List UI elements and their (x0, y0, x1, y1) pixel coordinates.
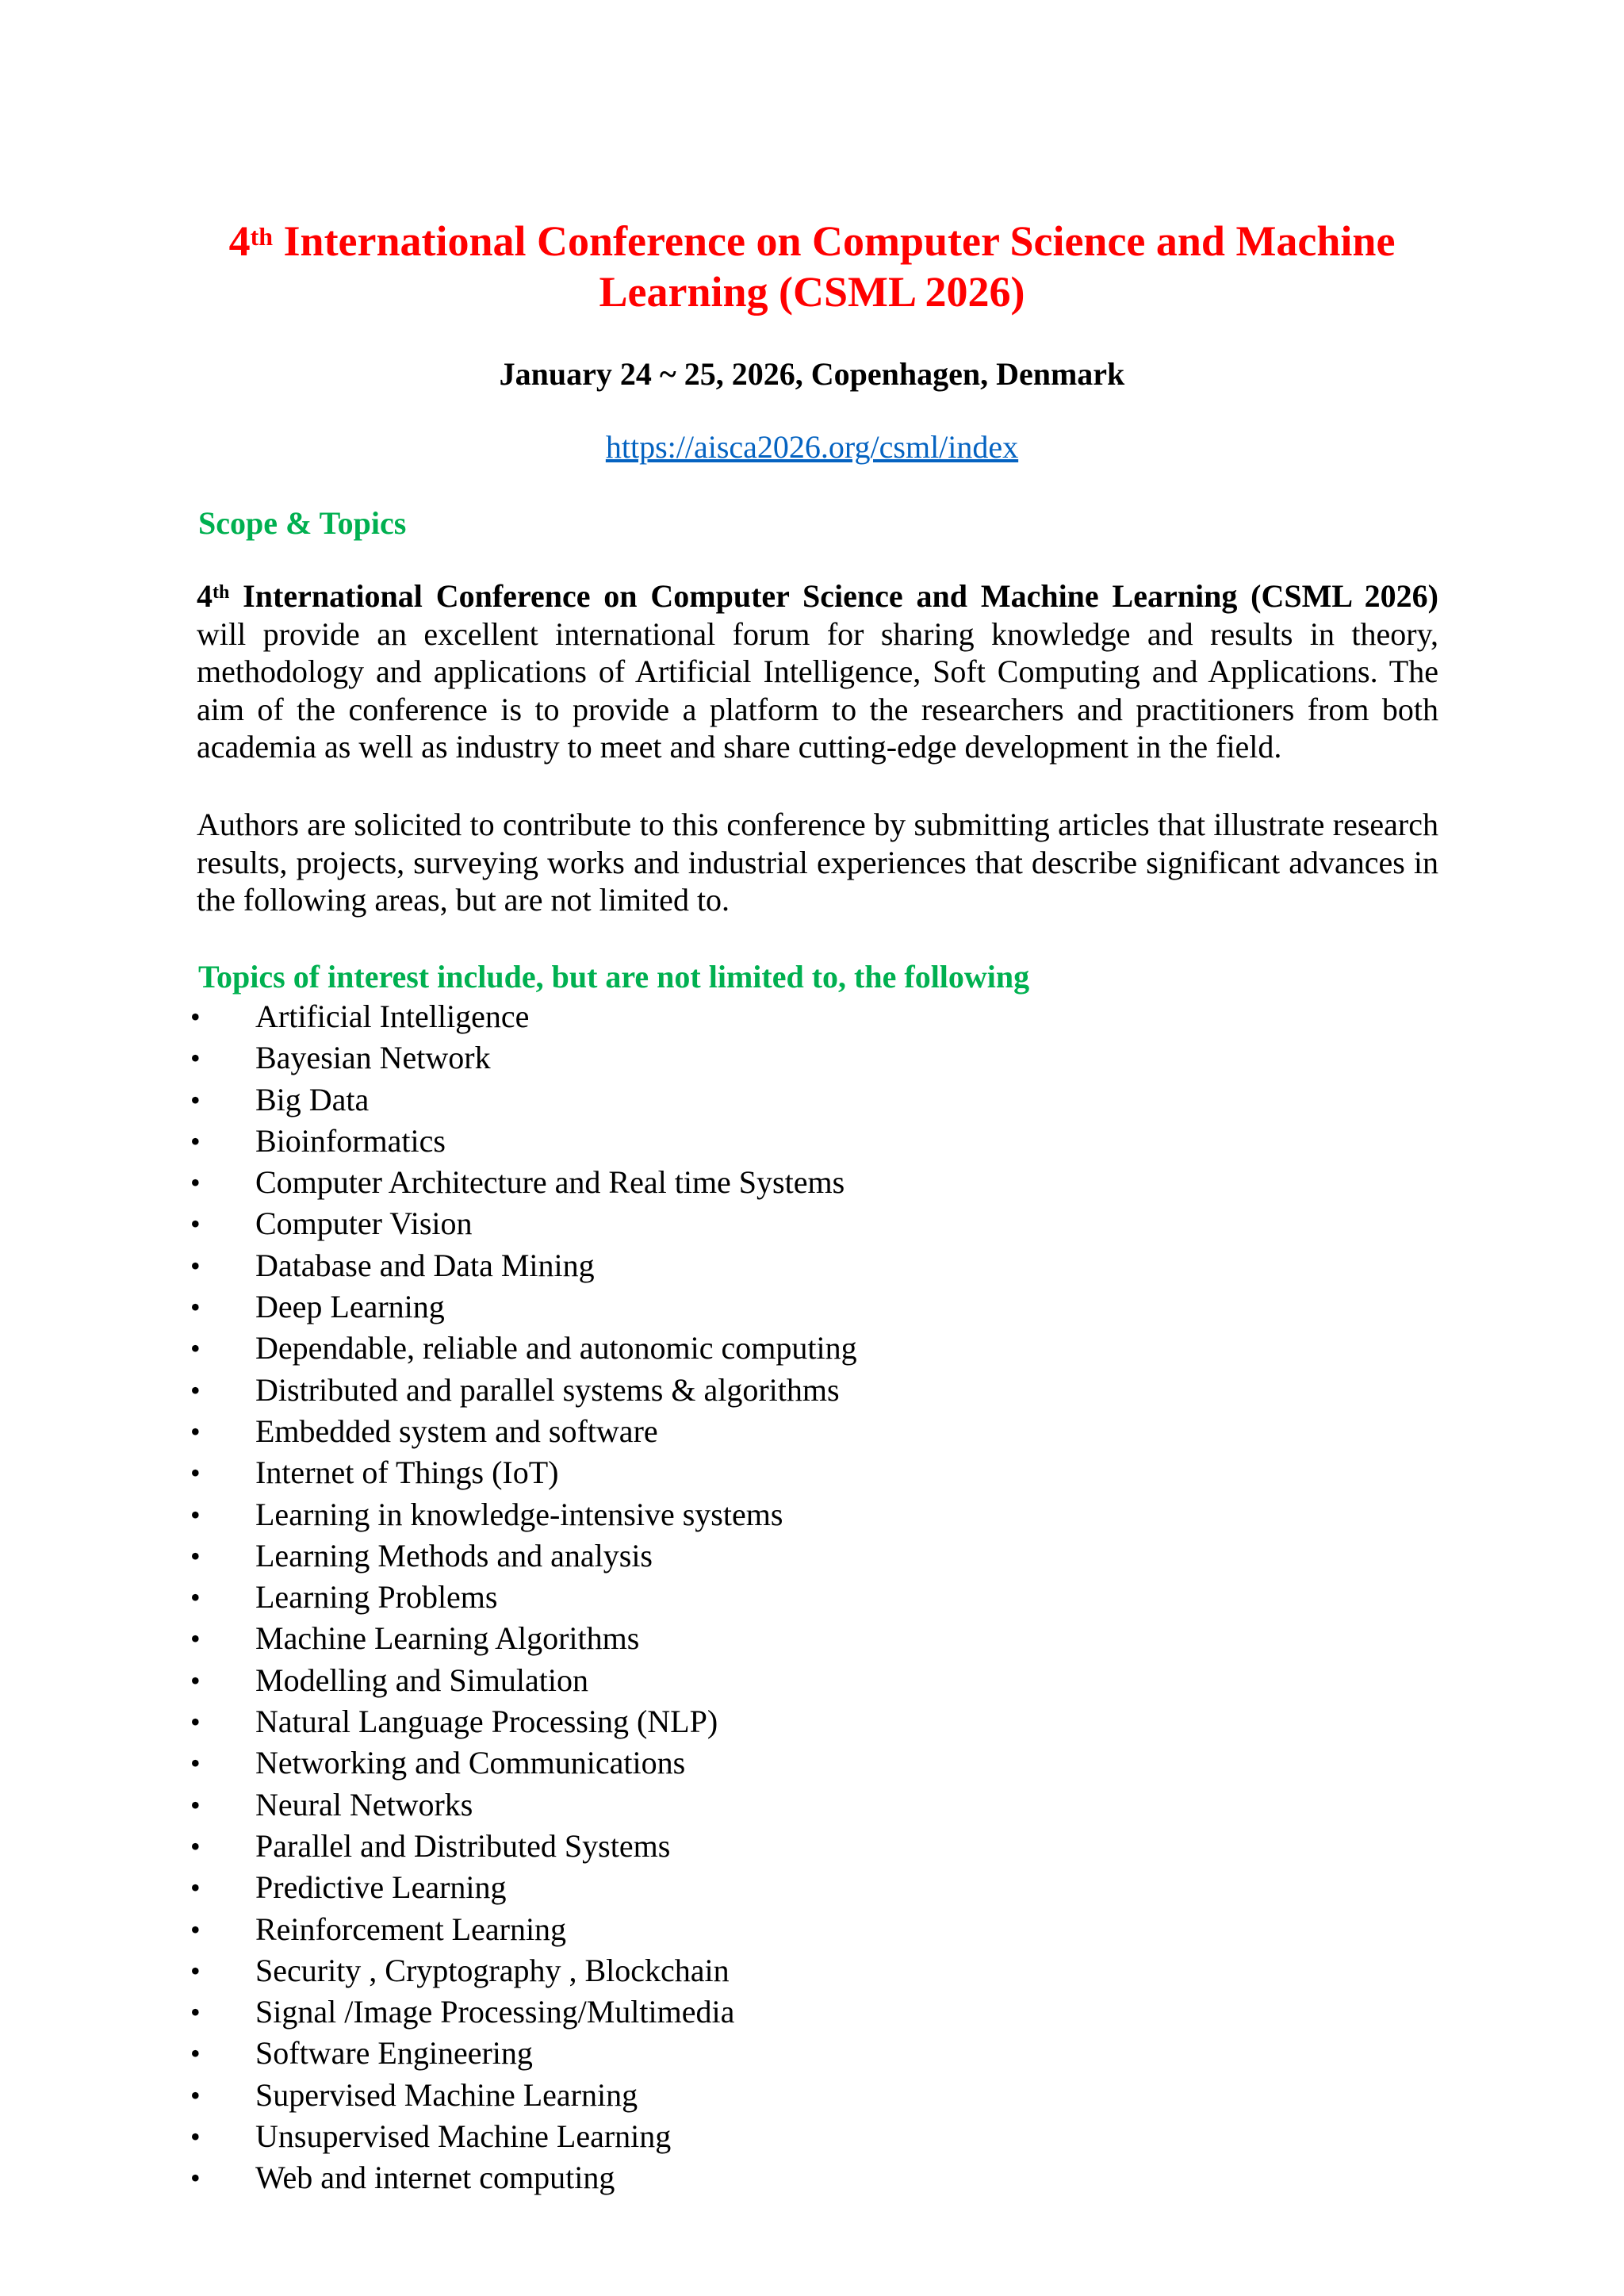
intro-number: 4 (197, 578, 213, 614)
conference-link[interactable]: https://aisca2026.org/csml/index (605, 429, 1019, 465)
topic-label: Supervised Machine Learning (255, 2076, 638, 2113)
bullet-icon: • (190, 2121, 201, 2153)
intro-body-text: will provide an excellent international forum for sharing knowledge and results in theory, methodology and applications of Artificial Intelligence, Soft Computing and Applications. The aim of the conference is to provide a platform to the researchers and practitioners from both academia as well as industry to meet and share cutting-edge development in the field. (197, 615, 1438, 765)
bullet-icon: • (190, 2079, 201, 2111)
topics-heading: Topics of interest include, but are not limited to, the following (198, 959, 1030, 995)
topic-label: Dependable, reliable and autonomic computing (255, 1330, 857, 1366)
topic-label: Distributed and parallel systems & algorithms (255, 1371, 840, 1408)
intro-ordinal-suffix: th (213, 582, 230, 603)
topic-label: Natural Language Processing (NLP) (255, 1704, 718, 1740)
topic-label: Big Data (255, 1081, 370, 1117)
topic-label: Machine Learning Algorithms (255, 1620, 640, 1657)
topic-label: Security , Cryptography , Blockchain (255, 1952, 730, 1988)
bullet-icon: • (190, 1208, 201, 1240)
bullet-icon: • (190, 1747, 201, 1780)
bullet-icon: • (190, 1332, 201, 1365)
bullet-icon: • (190, 1913, 201, 1945)
bullet-icon: • (190, 1539, 201, 1572)
topic-label: Reinforcement Learning (255, 1911, 567, 1947)
bullet-icon: • (190, 1001, 201, 1033)
conference-title (159, 216, 1465, 317)
topic-label: Networking and Communications (255, 1745, 686, 1781)
intro-paragraph (197, 577, 1438, 766)
bullet-icon: • (190, 1042, 201, 1075)
bullet-icon: • (190, 1083, 201, 1116)
bullet-icon: • (190, 1498, 201, 1531)
authors-paragraph: Authors are solicited to contribute to this conference by submitting articles that illustrate research results, projects, surveying works and industrial experiences that describe significant advances in the following areas, but are not limited to. (197, 807, 1438, 918)
scope-heading: Scope & Topics (198, 505, 407, 541)
bullet-icon: • (190, 1374, 201, 1406)
conference-date-location: January 24 ~ 25, 2026, Copenhagen, Denmark (499, 356, 1125, 392)
bullet-icon: • (190, 1167, 201, 1199)
topic-label: Embedded system and software (255, 1412, 658, 1449)
bullet-icon: • (190, 1291, 201, 1324)
title-line-1-text: International Conference on Computer Science and Machine (273, 217, 1396, 265)
bullet-icon: • (190, 1706, 201, 1738)
bullet-icon: • (190, 2037, 201, 2070)
topic-label: Internet of Things (IoT) (255, 1455, 559, 1491)
bullet-icon: • (190, 1872, 201, 1904)
topic-label: Learning in knowledge-intensive systems (255, 1496, 783, 1532)
topic-label: Computer Architecture and Real time Systems (255, 1164, 845, 1201)
title-line-2: Learning (CSML 2026) (599, 268, 1025, 316)
topic-label: Signal /Image Processing/Multimedia (255, 1994, 735, 2030)
topic-label: Predictive Learning (255, 1869, 507, 1906)
title-number: 4 (228, 217, 251, 265)
bullet-icon: • (190, 1788, 201, 1821)
bullet-icon: • (190, 1249, 201, 1282)
bullet-icon: • (190, 1954, 201, 1987)
bullet-icon: • (190, 1415, 201, 1447)
bullet-icon: • (190, 1830, 201, 1862)
topic-label: Software Engineering (255, 2035, 533, 2072)
bullet-icon: • (190, 1623, 201, 1655)
title-ordinal-suffix: th (250, 222, 274, 251)
title-line-1 (159, 216, 1465, 266)
bullet-icon: • (190, 1664, 201, 1696)
topic-label: Database and Data Mining (255, 1247, 595, 1283)
bullet-icon: • (190, 1457, 201, 1489)
topic-label: Bioinformatics (255, 1122, 446, 1159)
topic-label: Neural Networks (255, 1786, 473, 1823)
intro-bold-text: International Conference on Computer Science and Machine Learning (CSML 2026) (229, 578, 1438, 614)
intro-bold-title (197, 578, 1438, 614)
bullet-icon: • (190, 2162, 201, 2194)
topic-label: Parallel and Distributed Systems (255, 1827, 671, 1864)
topic-label: Learning Methods and analysis (255, 1537, 653, 1573)
topic-label: Learning Problems (255, 1579, 498, 1616)
bullet-icon: • (190, 1581, 201, 1614)
topic-label: Artificial Intelligence (255, 999, 530, 1034)
topic-label: Modelling and Simulation (255, 1662, 588, 1698)
bullet-icon: • (190, 1125, 201, 1157)
topic-label: Bayesian Network (255, 1040, 491, 1076)
topic-label: Deep Learning (255, 1289, 445, 1325)
conference-url (159, 428, 1465, 466)
topic-label: Unsupervised Machine Learning (255, 2118, 672, 2155)
bullet-icon: • (190, 1996, 201, 2029)
topic-label: Computer Vision (255, 1205, 473, 1242)
topic-label: Web and internet computing (255, 2160, 615, 2196)
